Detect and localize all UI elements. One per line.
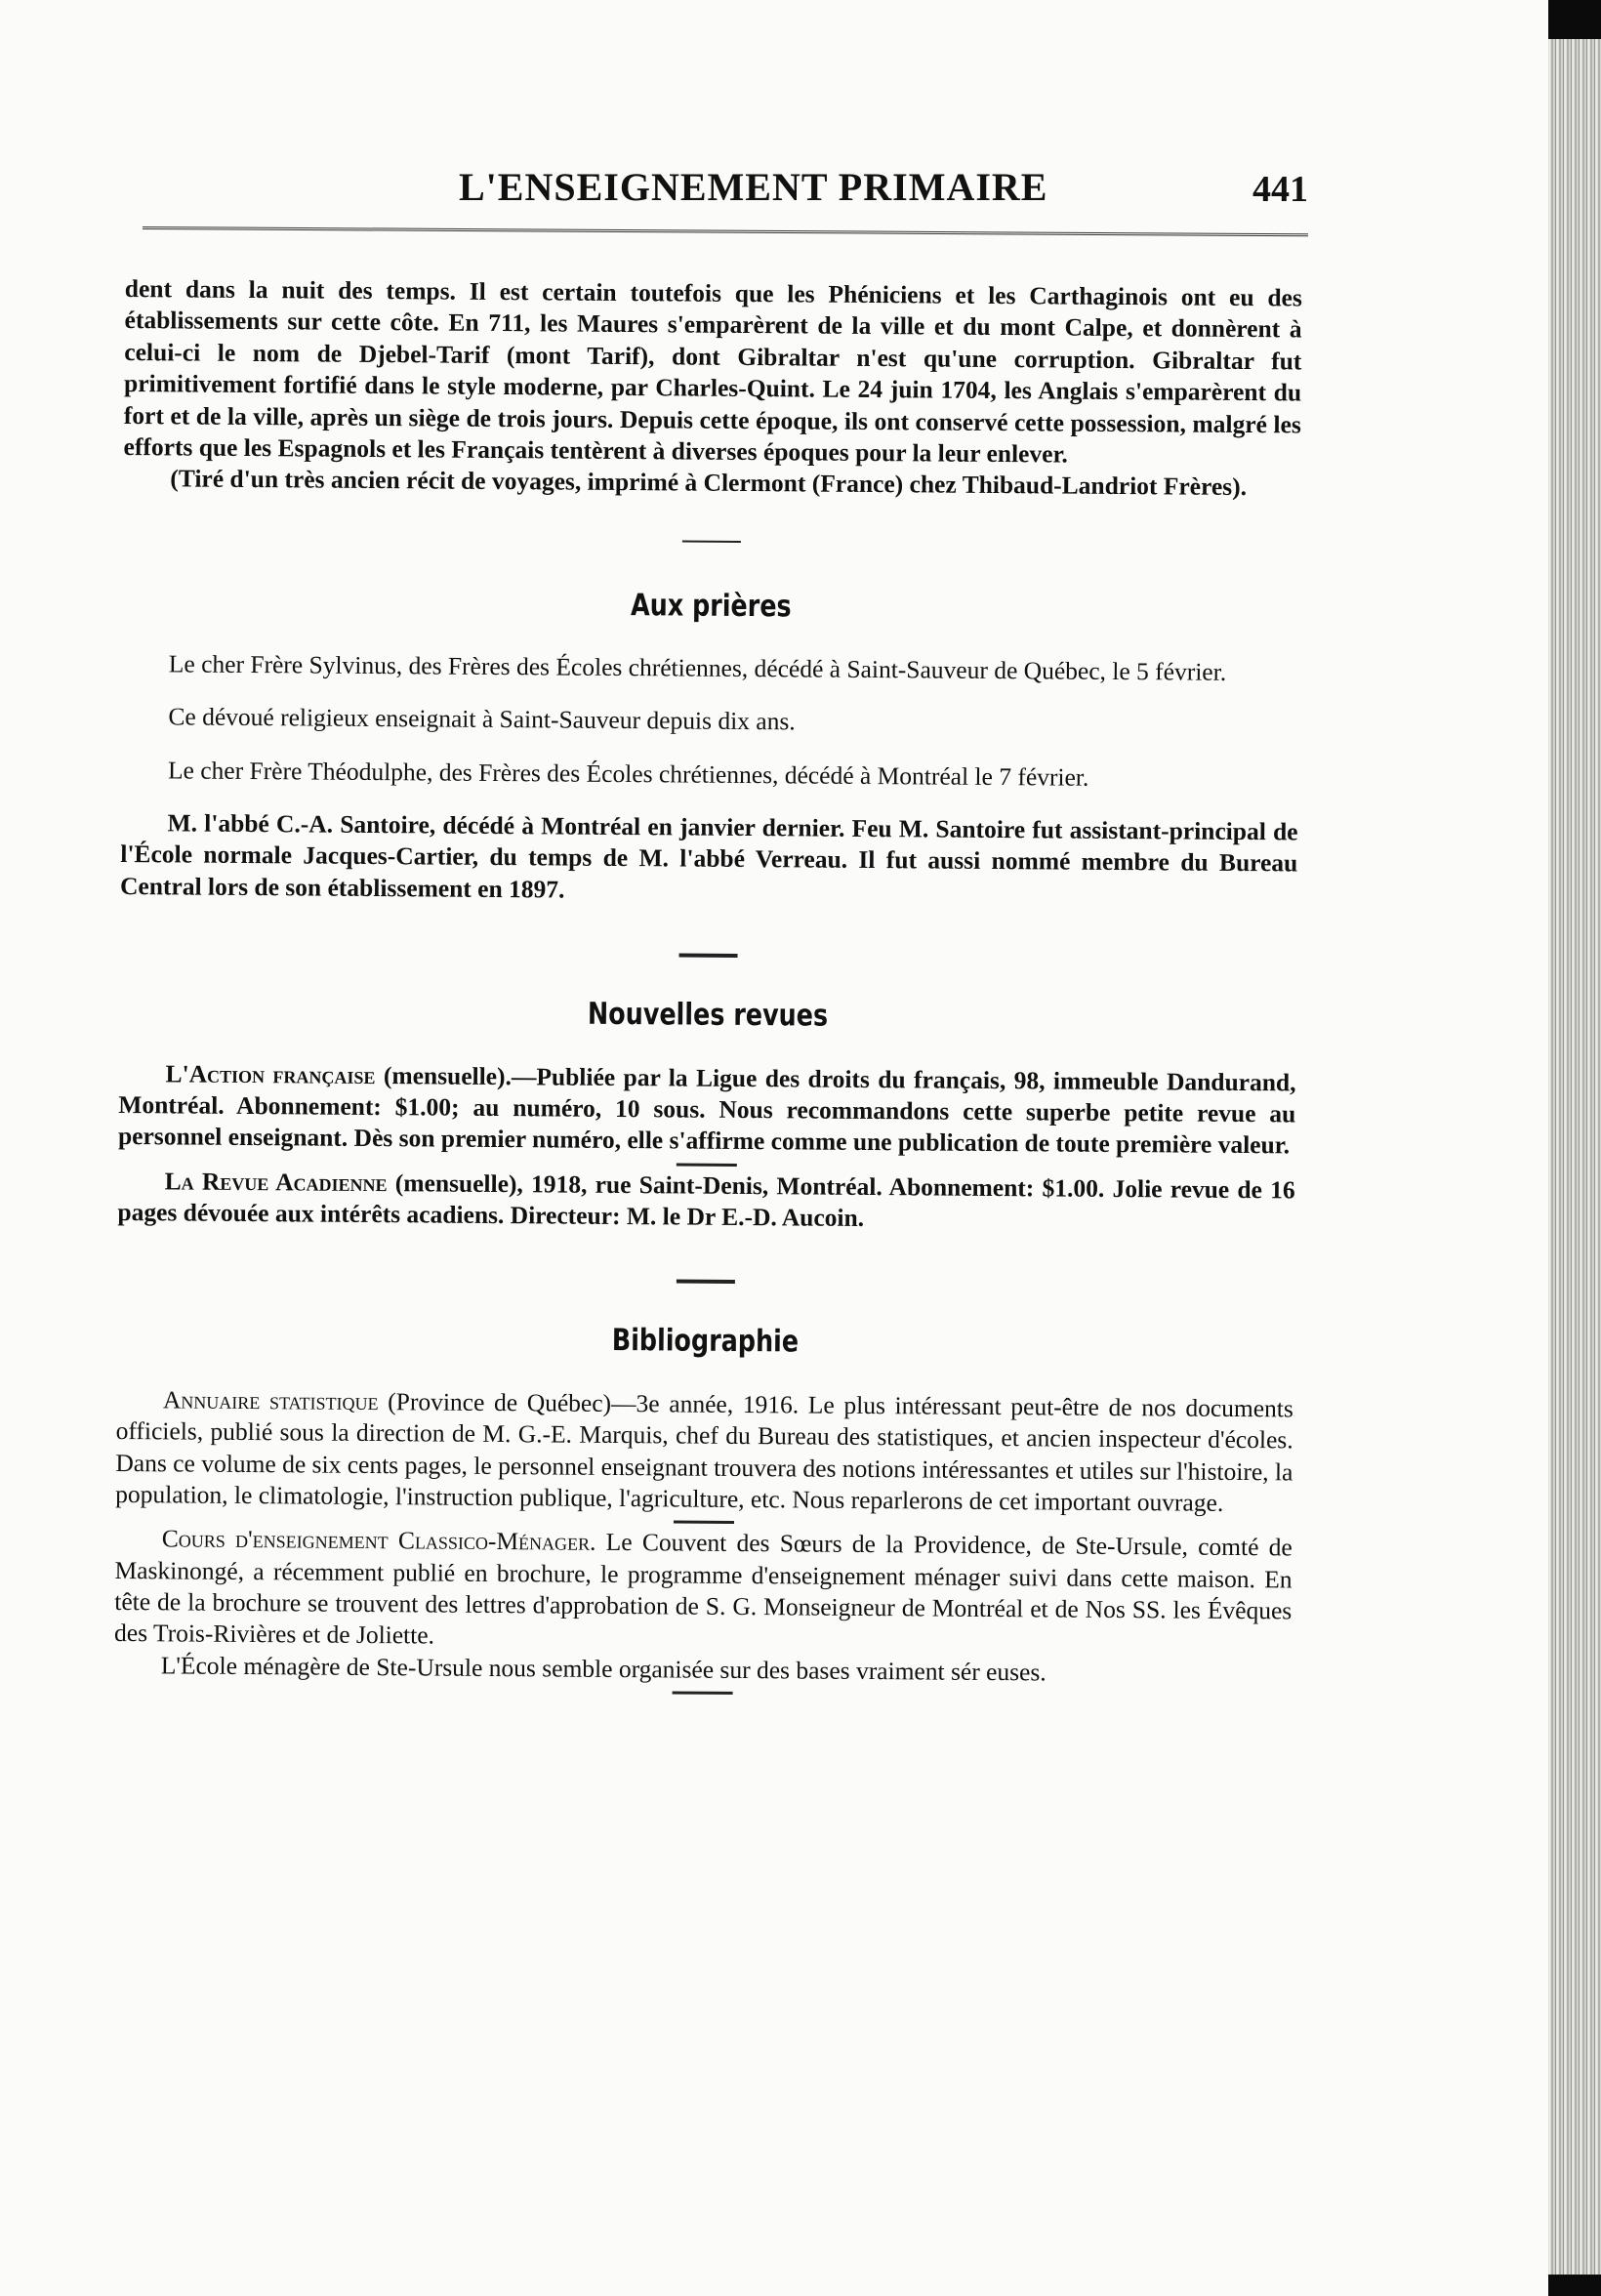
prayers-item: Le cher Frère Sylvinus, des Frères des Écoles chrétiennes, décédé à Saint-Sauveur de Québec, le 5 février. <box>168 649 1227 686</box>
biblio-name: Annuaire statistique <box>162 1385 379 1415</box>
biblio-text: Le Couvent des Sœurs de la Providence, de Ste-Ursule, comté de Maskinongé, a récemment publié en brochure, le programme d'enseignement ménager suivi dans cette maison. En tête de la brochure se trouvent des lettres d'approbation de S. G. Monseigneur de Montréal et de Nos SS. les Évêques des Trois-Rivières et de Joliette. <box>113 1528 1293 1650</box>
prayers-item: Ce dévoué religieux enseignait à Saint-Sauveur depuis dix ans. <box>168 702 796 736</box>
revues-title: Nouvelles revues <box>587 996 829 1034</box>
intro-paragraph: dent dans la nuit des temps. Il est certain toutefois que les Phéniciens et les Carthaginois ont eu des établissements sur cette côte. En 711, les Maures s'emparèrent de la ville et du mont Calpe, et donnèrent à celui-ci le nom de Djebel-Tarif (mont Tarif), dont Gibraltar n'est qu'une corruption. Gibraltar fut primitivement fortifié dans le style moderne, par Charles-Quint. Le 24 juin 1704, les Anglais s'emparèrent du fort et de la ville, après un siège de trois jours. Depuis cette époque, ils ont conservé cette possession, malgré les efforts que les Espagnols et les Français tentèrent à diverses époques pour la leur enlever. <box>123 273 1302 469</box>
revue-entry <box>117 1166 1294 1238</box>
article-body <box>114 273 1302 1703</box>
section-divider <box>682 540 741 542</box>
prayers-title: Aux prières <box>630 587 792 624</box>
biblio-followup: L'École ménagère de Ste-Ursule nous semble organisée sur des bases vraiment sér euses. <box>160 1651 1047 1687</box>
entry-divider <box>674 1521 734 1524</box>
page-number: 441 <box>1252 169 1308 210</box>
revue-text: (mensuelle).—Publiée par la Ligue des droits du français, 98, immeuble Dandurand, Montréal. Abonnement: $1.00; au numéro, 10 sous. Nous recommandons cette superbe petite revue au personnel enseignant. Dès son premier numéro, elle s'affirme comme une publication de toute première valeur. <box>117 1060 1296 1160</box>
header-rule <box>143 226 1308 236</box>
revue-name: La Revue Acadienne <box>164 1167 388 1197</box>
binding-shadow <box>1548 0 1601 39</box>
section-divider <box>679 954 738 958</box>
revue-entry <box>118 1058 1296 1163</box>
section-divider <box>677 1280 735 1284</box>
intro-source: (Tiré d'un très ancien récit de voyages, imprimé à Clermont (France) chez Thibaud-Landriot Frères). <box>170 464 1248 502</box>
biblio-entry <box>115 1384 1293 1520</box>
biblio-title: Bibliographie <box>611 1323 800 1360</box>
end-divider <box>673 1692 733 1695</box>
prayers-item: Le cher Frère Théodulphe, des Frères des Écoles chrétiennes, décédé à Montréal le 7 février. <box>167 756 1089 792</box>
biblio-name: Cours d'enseignement Classico-Ménager. <box>161 1524 596 1557</box>
entry-divider <box>677 1163 737 1166</box>
running-header <box>137 164 1308 223</box>
journal-title: L'ENSEIGNEMENT PRIMAIRE <box>459 165 1048 209</box>
revue-name: L'Action française <box>165 1058 376 1089</box>
page-edges <box>1548 39 1601 2275</box>
biblio-text: (Province de Québec)—3e année, 1916. Le plus intéressant peut-être de nos documents officiels, publié sous la direction de M. G.-E. Marquis, chef du Bureau des statistiques, et ancien inspecteur d'écoles. Dans ce volume de six cents pages, le personnel enseignant trouvera des notions intéressantes et utiles sur l'histoire, la population, le climatologie, l'instruction publique, l'agriculture, etc. Nous reparlerons de cet important ouvrage. <box>115 1386 1294 1517</box>
biblio-entry <box>114 1523 1293 1659</box>
prayers-item: M. l'abbé C.-A. Santoire, décédé à Montréal en janvier dernier. Feu M. Santoire fut assistant-principal de l'École normale Jacques-Cartier, du temps de M. l'abbé Verreau. Il fut aussi nommé membre du Bureau Central lors de son établissement en 1897. <box>119 808 1298 904</box>
revue-text: (mensuelle), 1918, rue Saint-Denis, Montréal. Abonnement: $1.00. Jolie revue de 16 pages dévouée aux intérêts acadiens. Directeur: M. le Dr E.-D. Aucoin. <box>117 1168 1295 1233</box>
